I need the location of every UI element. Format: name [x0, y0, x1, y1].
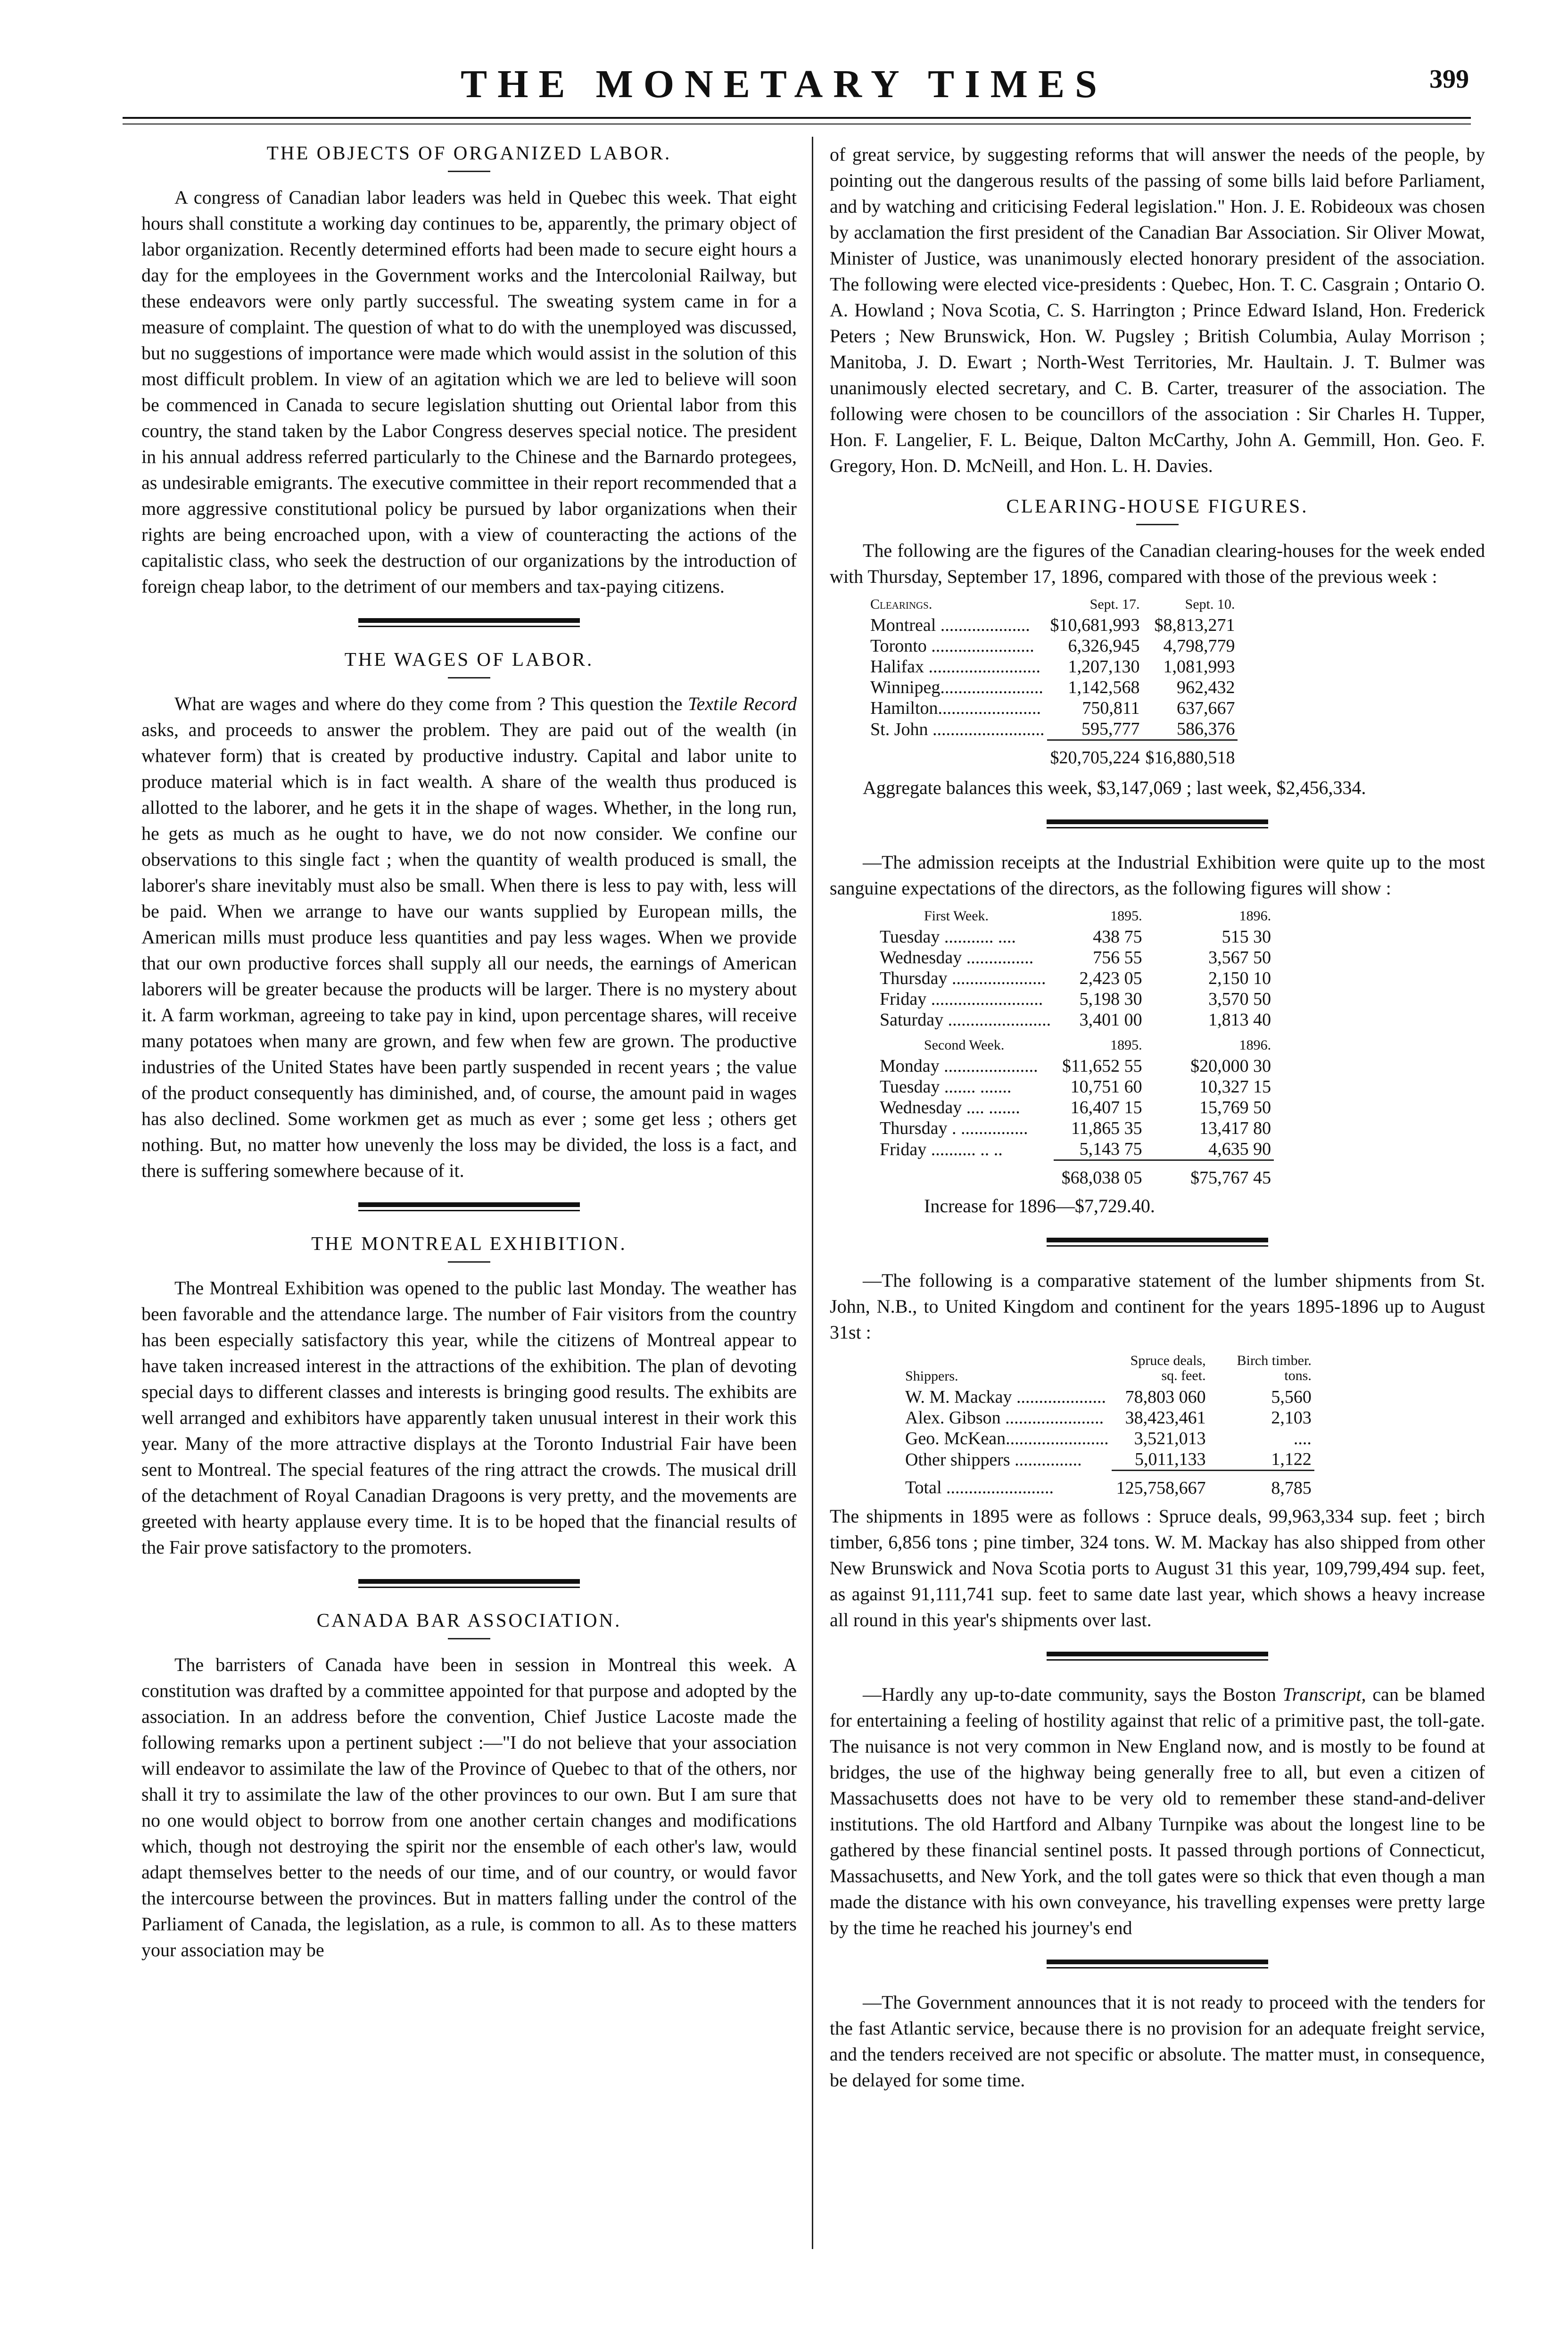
heading-rule	[448, 171, 490, 172]
spruce-label: Spruce deals,	[1130, 1353, 1206, 1368]
article-heading-bar: CANADA BAR ASSOCIATION.	[316, 1609, 622, 1631]
page-number: 399	[1429, 65, 1469, 94]
clearing-total-sept10: $16,880,518	[1142, 740, 1238, 769]
week1-cell-b: 1,813 40	[1208, 1010, 1271, 1030]
clearing-table	[867, 594, 1238, 768]
article-heading-clearing: CLEARING-HOUSE FIGURES.	[1006, 495, 1309, 517]
article-body-wages	[141, 691, 797, 1183]
clearing-col-sept10: Sept. 10.	[1185, 596, 1235, 612]
lumber-cell-a: 78,803 060	[1125, 1387, 1206, 1407]
article-heading-exhibition: THE MONTREAL EXHIBITION.	[311, 1232, 627, 1254]
week1-cell-b: 2,150 10	[1208, 968, 1271, 988]
week2-cell-a: 16,407 15	[1070, 1098, 1142, 1117]
clearing-cell-city: St. John .........................	[870, 719, 1045, 739]
week1-row	[877, 968, 1274, 989]
clearing-cell-a: $10,681,993	[1050, 615, 1140, 635]
week2-cell-a: 10,751 60	[1070, 1077, 1142, 1097]
wages-text: asks, and proceeds to answer the problem. They are paid out of the wealth (in whatever form) that is created by productive industry. Capital and labor unite to produce material which is in fact wealth. A share of the wealth thus produced is allotted to the laborer, and he gets it in the shape of wages. Whether, in the long run, he gets as much as he ought to have, we do not now consider. We confine our observations to this single fact ; when the quantity of wealth produced is small, the laborer's share inevitably must also be small. When there is less to pay with, less will be paid. When we arrange to have our wants supplied by European mills, the American mills must produce less quantities and pay less wages. When we provide that our own productive forces shall supply all our needs, the earnings of American laborers will be greater because the products will be larger. There is no mystery about it. A farm workman, agreeing to take pay in kind, upon percentage shares, will receive many potatoes when many are grown, and few when few are grown. The productive industries of the United States have been partly suspended in recent years ; the value of the product consequently has diminished, and, of course, the amount paid in wages has also declined. Some workmen get as much as ever ; some get less ; others get nothing. But, no matter how unevenly the loss may be divided, the loss is a fact, and there is suffering somewhere because of it.	[141, 719, 797, 1181]
admission-table	[877, 906, 1274, 1188]
clearing-row	[867, 615, 1238, 636]
atlantic-body: —The Government announces that it is not ready to proceed with the tenders for the fast Atlantic service, because there is no provision for an adequate freight service, and the tenders received are not specific or absolute. The matter must, in consequence, be delayed for some time.	[830, 1992, 1485, 2091]
lumber-row	[867, 1449, 1314, 1471]
heading-rule	[448, 677, 490, 678]
left-column	[141, 141, 797, 1963]
clearing-cell-b: 637,667	[1176, 698, 1235, 718]
week2-cell-b: 15,769 50	[1199, 1098, 1271, 1117]
week1-cell-b: 515 30	[1221, 927, 1271, 947]
lumber-col-birch	[1209, 1350, 1314, 1387]
birch-unit: tons.	[1284, 1368, 1312, 1383]
birch-label: Birch timber.	[1237, 1353, 1312, 1368]
clearing-row	[867, 677, 1238, 698]
clearing-cell-a: 1,207,130	[1068, 657, 1140, 677]
lumber-row	[867, 1387, 1314, 1407]
week2-cell-a: 11,865 35	[1071, 1118, 1142, 1138]
column-divider	[812, 137, 813, 2249]
admission-total-1895: $68,038 05	[1054, 1160, 1145, 1189]
tollgate-text: can be blamed for entertaining a feeling of hostility against that relic of a primitive past, the toll-gate. The nuisance is not very common in New England now, and is mostly to be found at bridges, the use of the highway being generally free to all, but even a citizen of Massachusetts does not have to be very old to remember these stand-and-deliver institutions. The old Hartford and Albany Turnpike was about the longest line to be gathered by these financial sentinel posts. It passed through portions of Connecticut, Massachusetts, and New York, and the toll gates were so thick that even though a man made the distance with his own conveyance, his travelling expenses were pretty large by the time he reached his journey's end	[830, 1684, 1485, 1938]
article-heading-objects: THE OBJECTS OF ORGANIZED LABOR.	[266, 142, 672, 164]
clearing-cell-a: 6,326,945	[1068, 636, 1140, 656]
lumber-cell-b: 5,560	[1271, 1387, 1312, 1407]
article-body-exhibition: The Montreal Exhibition was opened to the public last Monday. The weather has been favorable and the attendance large. The number of Fair visitors from the country has been especially satisfactory this year, while the citizens of Montreal appear to have taken increased interest in the attractions of the exhibition. The plan of devoting special days to different classes and interests is bringing good results. The exhibits are well arranged and exhibitors have apparently taken unusual interest in their work this year. Many of the more attractive displays at the Toronto Industrial Fair have been sent to Montreal. The special features of the ring attract the crowds. The musical drill of the detachment of Royal Canadian Dragoons is very pretty, and the movements are greeted with hearty applause every time. It is to be hoped that the financial results of the Fair prove satisfactory to the promoters.	[141, 1277, 797, 1558]
lumber-cell-name: Alex. Gibson ......................	[905, 1408, 1104, 1428]
week2-cell-a: 5,143 75	[1079, 1139, 1142, 1159]
lumber-cell-name: Other shippers ...............	[905, 1449, 1082, 1470]
clearing-cell-b: 962,432	[1176, 678, 1235, 697]
clearing-cell-city: Hamilton.......................	[870, 698, 1041, 718]
week1-cell-a: 3,401 00	[1079, 1010, 1142, 1030]
section-separator	[1047, 1238, 1268, 1247]
tollgate-source: Transcript,	[1282, 1684, 1366, 1705]
week2-cell-b: $20,000 30	[1190, 1056, 1271, 1076]
heading-rule	[448, 1638, 490, 1639]
clearing-intro: The following are the figures of the Canadian clearing-houses for the week ended with Thursday, September 17, 1896, compared with those of the previous week :	[830, 540, 1485, 587]
year-1895-label: 1895.	[1110, 908, 1142, 924]
tollgate-lead: —Hardly any up-to-date community, says the Boston	[863, 1684, 1283, 1705]
clearing-cell-a: 595,777	[1081, 719, 1140, 739]
clearing-row	[867, 636, 1238, 656]
week2-label: Second Week.	[924, 1037, 1005, 1053]
week1-cell-day: Tuesday ........... ....	[880, 927, 1016, 947]
lumber-total-label: Total ........................	[905, 1478, 1054, 1498]
lumber-col-spruce	[1112, 1350, 1209, 1387]
wages-lead: What are wages and where do they come from ? This question the	[174, 693, 688, 714]
week1-row	[877, 947, 1274, 968]
section-separator	[1047, 1652, 1268, 1661]
week1-cell-a: 2,423 05	[1079, 968, 1142, 988]
lumber-intro: —The following is a comparative statement of the lumber shipments from St. John, N.B., to United Kingdom and continent for the years 1895-1896 up to August 31st :	[830, 1270, 1485, 1343]
publication-title: THE MONETARY TIMES	[461, 62, 1107, 106]
week2-row	[877, 1139, 1274, 1160]
week1-row	[877, 926, 1274, 947]
lumber-cell-b: ....	[1293, 1429, 1312, 1448]
clearing-cell-city: Winnipeg.......................	[870, 678, 1043, 697]
lumber-after: The shipments in 1895 were as follows : Spruce deals, 99,963,334 sup. feet ; birch timber, 6,856 tons ; pine timber, 324 tons. W. M. Mackay has also shipped from other New Brunswick and Nova Scotia ports to August 31 this year, 109,799,494 sup. feet, as against 91,111,741 sup. feet to same date last year, which shows a heavy increase all round in this year's shipments over last.	[830, 1505, 1485, 1630]
lumber-cell-name: W. M. Mackay ....................	[905, 1387, 1106, 1407]
clearing-cell-city: Halifax .........................	[870, 657, 1040, 677]
clearing-row	[867, 719, 1238, 740]
clearing-cell-b: 586,376	[1176, 719, 1235, 739]
lumber-cell-a: 3,521,013	[1134, 1429, 1206, 1448]
clearing-aggregate: Aggregate balances this week, $3,147,069 ; last week, $2,456,334.	[863, 777, 1366, 798]
section-separator	[358, 1202, 580, 1211]
clearing-cell-b: $8,813,271	[1154, 615, 1235, 635]
spruce-unit: sq. feet.	[1161, 1368, 1206, 1383]
section-separator	[1047, 819, 1268, 828]
lumber-row	[867, 1428, 1314, 1449]
year-1896-label: 1896.	[1239, 1037, 1271, 1053]
week2-cell-day: Wednesday .... .......	[880, 1098, 1020, 1117]
year-1895-label: 1895.	[1110, 1037, 1142, 1053]
lumber-cell-name: Geo. McKean.......................	[905, 1429, 1109, 1448]
clearing-col-sept17: Sept. 17.	[1089, 596, 1140, 612]
week2-cell-day: Thursday . ...............	[880, 1118, 1028, 1138]
week1-cell-day: Saturday .......................	[880, 1010, 1051, 1030]
week1-label: First Week.	[924, 908, 989, 924]
lumber-total-spruce: 125,758,667	[1112, 1471, 1209, 1499]
clearing-cell-b: 4,798,779	[1163, 636, 1235, 656]
wages-source: Textile Record	[688, 693, 797, 714]
week1-cell-day: Friday .........................	[880, 989, 1043, 1009]
masthead-rule-top	[123, 117, 1471, 119]
week1-cell-a: 5,198 30	[1079, 989, 1142, 1009]
week2-cell-b: 4,635 90	[1208, 1139, 1271, 1159]
article-body-bar-continued: of great service, by suggesting reforms that will answer the needs of the people, by pointing out the dangerous results of the passing of some bills laid before Parliament, and by watching and criticising Federal legislation." Hon. J. E. Robideoux was chosen by acclamation the first president of the Canadian Bar Association. Sir Oliver Mowat, Minister of Justice, was unanimously elected honorary president of the association. The following were elected vice-presidents : Quebec, Hon. T. C. Casgrain ; Ontario O. A. Howland ; Nova Scotia, C. S. Harrington ; Prince Edward Island, Hon. Frederick Peters ; New Brunswick, Hon. W. Pugsley ; British Columbia, Aulay Morrison ; Manitoba, J. D. Ewart ; North-West Territories, Mr. Haultain. J. T. Bulmer was unanimously elected secretary, and C. B. Carter, treasurer of the association. The following were chosen to be councillors of the association : Sir Charles H. Tupper, Hon. F. Langelier, F. L. Beique, Dalton McCarthy, John A. Gemmill, Hon. Geo. F. Gregory, Hon. D. McNeill, and Hon. L. H. Davies.	[830, 144, 1485, 476]
article-body-bar: The barristers of Canada have been in session in Montreal this week. A constitution was drafted by a committee appointed for that purpose and adopted by the association. In an address before the convention, Chief Justice Lacoste made the following remarks upon a pertinent subject :—"I do not believe that your association will endeavor to assimilate the law of the Province of Quebec to that of the others, nor shall it try to assimilate the law of the other provinces to our own. But I am sure that no one would object to borrow from one another certain changes and modifications which, though not destroying the spirit nor the ensemble of each other's law, would adapt themselves better to the needs of our time, and of our country, or would favor the intercourse between the provinces. But in matters falling under the control of the Parliament of Canada, the legislation, as a rule, is common to all. As to these matters your association may be	[141, 1654, 797, 1960]
masthead	[0, 61, 1568, 113]
clearing-total-sept17: $20,705,224	[1047, 740, 1142, 769]
admission-increase: Increase for 1896—$7,729.40.	[924, 1195, 1155, 1216]
lumber-cell-a: 5,011,133	[1135, 1449, 1206, 1469]
week2-row	[877, 1076, 1274, 1097]
week1-cell-b: 3,570 50	[1208, 989, 1271, 1009]
week2-row	[877, 1118, 1274, 1139]
admission-total-1896: $75,767 45	[1145, 1160, 1274, 1189]
clearing-col-label: Clearings.	[870, 596, 933, 612]
week1-cell-day: Wednesday ...............	[880, 948, 1034, 968]
week2-cell-b: 13,417 80	[1199, 1118, 1271, 1138]
week2-cell-day: Tuesday ....... .......	[880, 1077, 1012, 1097]
article-heading-wages: THE WAGES OF LABOR.	[344, 648, 594, 670]
right-column	[830, 141, 1485, 2093]
clearing-row	[867, 656, 1238, 677]
heading-rule	[448, 1261, 490, 1263]
lumber-cell-b: 2,103	[1271, 1408, 1312, 1428]
lumber-cell-b: 1,122	[1271, 1449, 1312, 1469]
week2-cell-day: Friday .......... .. ..	[880, 1139, 1003, 1159]
week2-cell-day: Monday .....................	[880, 1056, 1038, 1076]
lumber-total-birch: 8,785	[1209, 1471, 1314, 1499]
section-separator	[358, 618, 580, 627]
week1-cell-a: 438 75	[1093, 927, 1142, 947]
week1-row	[877, 1009, 1274, 1030]
week1-row	[877, 989, 1274, 1009]
clearing-row	[867, 698, 1238, 719]
year-1896-label: 1896.	[1239, 908, 1271, 924]
lumber-cell-a: 38,423,461	[1125, 1408, 1206, 1428]
week2-row	[877, 1056, 1274, 1076]
week2-cell-b: 10,327 15	[1199, 1077, 1271, 1097]
week1-cell-b: 3,567 50	[1208, 948, 1271, 968]
lumber-table	[867, 1350, 1314, 1498]
tollgate-body	[830, 1681, 1485, 1941]
week2-row	[877, 1097, 1274, 1118]
clearing-cell-a: 750,811	[1082, 698, 1140, 718]
clearing-cell-b: 1,081,993	[1163, 657, 1235, 677]
week1-cell-a: 756 55	[1093, 948, 1142, 968]
clearing-cell-a: 1,142,568	[1068, 678, 1140, 697]
article-body-objects: A congress of Canadian labor leaders was held in Quebec this week. That eight hours shall constitute a working day continues to be, apparently, the primary object of labor organization. Recently determined efforts had been made to secure eight hours a day for the employees in the Government works and the Intercolonial Railway, but these endeavors were only partly successful. The sweating system came in for a measure of complaint. The question of what to do with the unemployed was discussed, but no suggestions of importance were made which would assist in the solution of this most difficult problem. In view of an agitation which we are led to believe will soon be commenced in Canada to secure legislation shutting out Oriental labor from this country, the stand taken by the Labor Congress deserves special notice. The president in his annual address referred particularly to the Chinese and the Barnardo protegees, as undesirable emigrants. The executive committee in their report recommended that a more aggressive constitutional policy be pursued by labor organizations when their rights are being encroached upon, with a view of counteracting the actions of the capitalistic class, who seek the destruction of our organizations by the introduction of foreign cheap labor, to the detriment of our members and tax-paying citizens.	[141, 187, 797, 597]
lumber-row	[867, 1407, 1314, 1428]
section-separator	[1047, 1960, 1268, 1969]
lumber-col-label: Shippers.	[905, 1368, 958, 1384]
admission-intro: —The admission receipts at the Industrial Exhibition were quite up to the most sanguine expectations of the directors, as the following figures will show :	[830, 852, 1485, 899]
week2-cell-a: $11,652 55	[1062, 1056, 1142, 1076]
heading-rule	[1136, 524, 1179, 525]
clearing-cell-city: Toronto .......................	[870, 636, 1034, 656]
week1-cell-day: Thursday .....................	[880, 968, 1046, 988]
clearing-cell-city: Montreal ....................	[870, 615, 1030, 635]
section-separator	[358, 1579, 580, 1588]
